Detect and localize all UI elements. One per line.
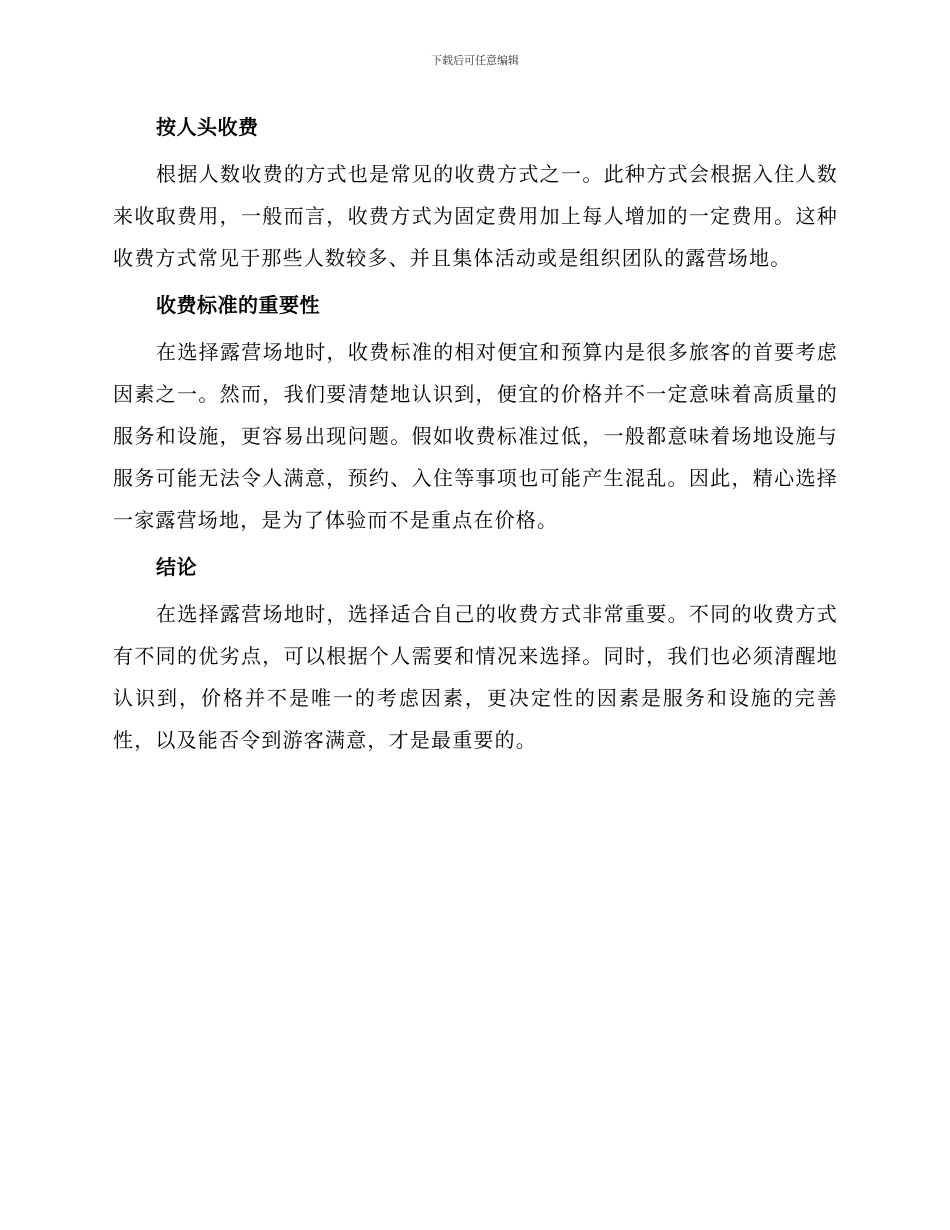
section-paragraph-per-person-fee: 根据人数收费的方式也是常见的收费方式之一。此种方式会根据入住人数来收取费用，一般而言，收费方式为固定费用加上每人增加的一定费用。这种收费方式常见于那些人数较多、并且集体活动或是组织团队的露营场地。 [113,162,838,270]
section-heading-per-person-fee: 按人头收费 [156,115,259,139]
section-heading-conclusion: 结论 [156,555,197,579]
header-note: 下载后可任意编辑 [431,54,519,67]
section-paragraph-conclusion: 在选择露营场地时，选择适合自己的收费方式非常重要。不同的收费方式有不同的优劣点，可以根据个人需要和情况来选择。同时，我们也必须清醒地认识到，价格并不是唯一的考虑因素，更决定性的因素是服务和设施的完善性，以及能否令到游客满意，才是最重要的。 [113,602,838,752]
document-body [113,112,838,761]
section-paragraph-fee-importance: 在选择露营场地时，收费标准的相对便宜和预算内是很多旅客的首要考虑因素之一。然而，我们要清楚地认识到，便宜的价格并不一定意味着高质量的服务和设施，更容易出现问题。假如收费标准过低，一般都意味着场地设施与服务可能无法令人满意，预约、入住等事项也可能产生混乱。因此，精心选择一家露营场地，是为了体验而不是重点在价格。 [113,340,838,532]
section-heading-fee-importance: 收费标准的重要性 [156,293,320,317]
